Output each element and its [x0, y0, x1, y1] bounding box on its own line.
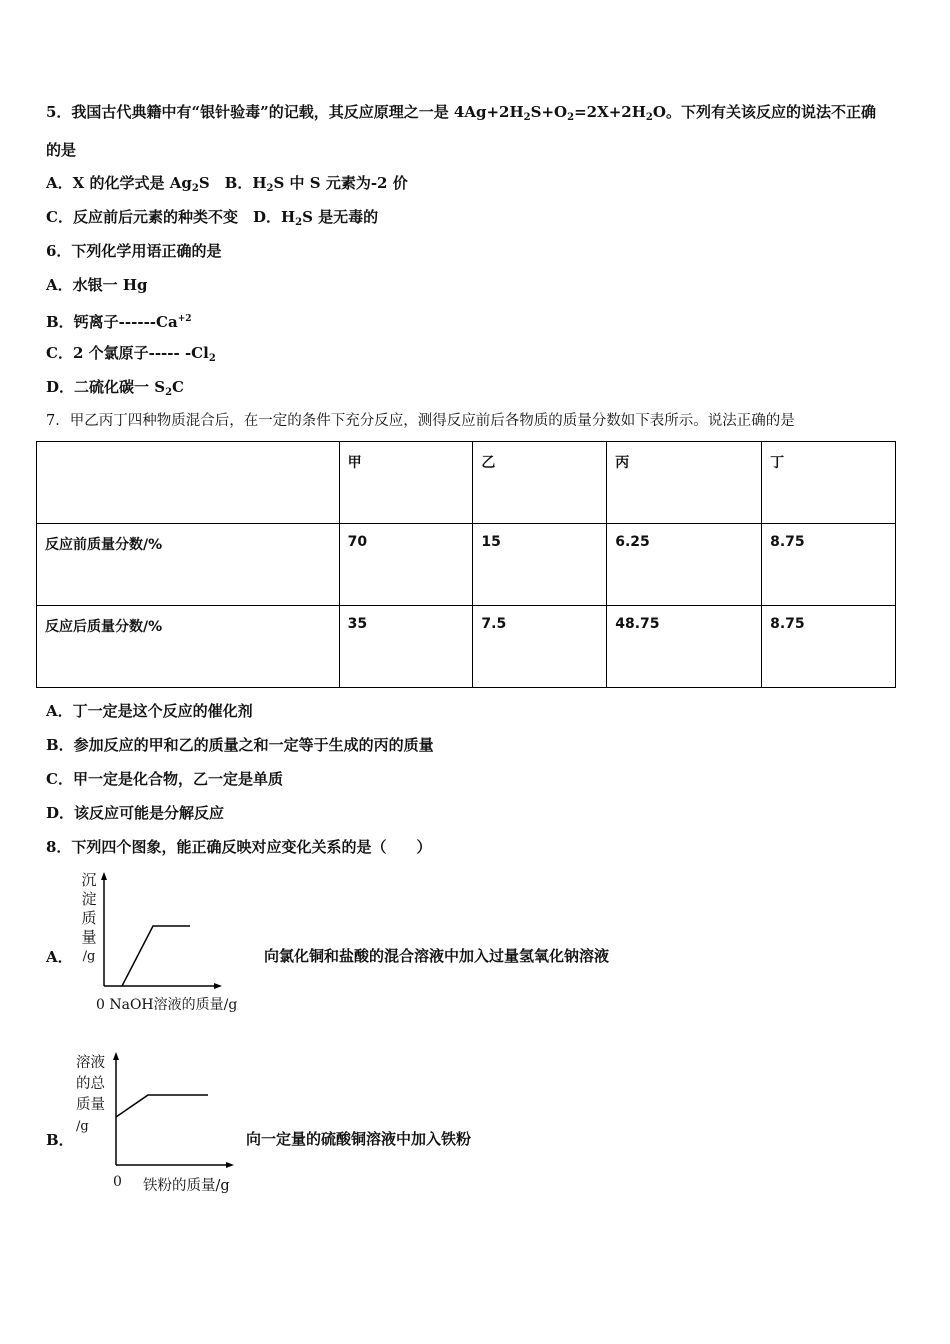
table-row [37, 524, 896, 606]
table-cell: 7.5 [473, 606, 607, 688]
table-cell: 8.75 [762, 606, 896, 688]
q7-stem: 7．甲乙丙丁四种物质混合后，在一定的条件下充分反应，测得反应前后各物质的质量分数如下表所示。说法正确的是 [46, 413, 795, 429]
q6-option-c: C．2 个氯原子----- $-Cl_2$ [46, 344, 216, 364]
q5-options-cd: C．反应前后元素的种类不变 D．$H_2S$ 是无毒的 [46, 208, 379, 228]
graph-a-curve [122, 926, 190, 986]
table-cell [37, 442, 340, 524]
graph-b-origin: 0 [113, 1174, 122, 1190]
q7-option-d: D．该反应可能是分解反应 [46, 804, 225, 822]
graph-b-axes [108, 1050, 238, 1170]
table-cell: 乙 [473, 442, 607, 524]
q8-stem: 8．下列四个图象，能正确反映对应变化关系的是（ ） [46, 838, 432, 856]
table-cell: 丙 [607, 442, 762, 524]
graph-a-x-arrow [214, 983, 222, 989]
table-cell: 甲 [339, 442, 473, 524]
table-cell: 48.75 [607, 606, 762, 688]
graph-b-x-label: 铁粉的质量/g [143, 1178, 230, 1194]
table-cell: 8.75 [762, 524, 896, 606]
q8-option-b-letter: B． [46, 1131, 74, 1149]
table-cell: 15 [473, 524, 607, 606]
q6-stem: 6．下列化学用语正确的是 [46, 242, 222, 260]
table-cell: 反应前质量分数/% [37, 524, 340, 606]
table-header-row [37, 442, 896, 524]
graph-b-curve [116, 1095, 208, 1117]
q8-option-a-letter: A． [46, 948, 73, 966]
graph-a-x-label: 0 NaOH溶液的质量/g [96, 997, 238, 1013]
graph-b-y-label: 溶液 的总 质量 /g [76, 1055, 105, 1134]
q7-option-c: C．甲一定是化合物，乙一定是单质 [46, 770, 283, 788]
q7-data-table [36, 441, 896, 688]
graph-b-y-arrow [113, 1052, 119, 1060]
graph-b-x-arrow [226, 1162, 234, 1168]
q5-stem-line2: 的是 [46, 141, 77, 159]
q6-option-d: D．二硫化碳一 $S_2C$ [46, 378, 184, 398]
graph-a-y-label: 沉 淀 质 量 /g [81, 871, 97, 964]
q8-option-b-caption: 向一定量的硫酸铜溶液中加入铁粉 [246, 1130, 472, 1148]
q5-stem-line1: 5．我国古代典籍中有“银针验毒”的记载，其反应原理之一是 $4Ag+2H_2S+O_2=2X+2H_2O$。下列有关该反应的说法不正确 [46, 103, 876, 123]
q8-option-a-caption: 向氯化铜和盐酸的混合溶液中加入过量氢氧化钠溶液 [264, 947, 610, 965]
graph-a-y-arrow [101, 872, 107, 880]
table-cell: 6.25 [607, 524, 762, 606]
q7-option-b: B．参加反应的甲和乙的质量之和一定等于生成的丙的质量 [46, 736, 434, 754]
table-cell: 35 [339, 606, 473, 688]
table-row [37, 606, 896, 688]
q5-options-ab: A．X 的化学式是 $Ag_2S$ B．$H_2S$ 中 S 元素为-2 价 [46, 174, 408, 194]
table-cell: 70 [339, 524, 473, 606]
graph-a-axes [98, 870, 228, 995]
q6-option-a: A．水银一 Hg [46, 276, 148, 294]
q7-option-a: A．丁一定是这个反应的催化剂 [46, 702, 253, 720]
table-cell: 丁 [762, 442, 896, 524]
table-cell: 反应后质量分数/% [37, 606, 340, 688]
q6-option-b: B．钙离子$------Ca^{+2}$ [46, 313, 192, 331]
